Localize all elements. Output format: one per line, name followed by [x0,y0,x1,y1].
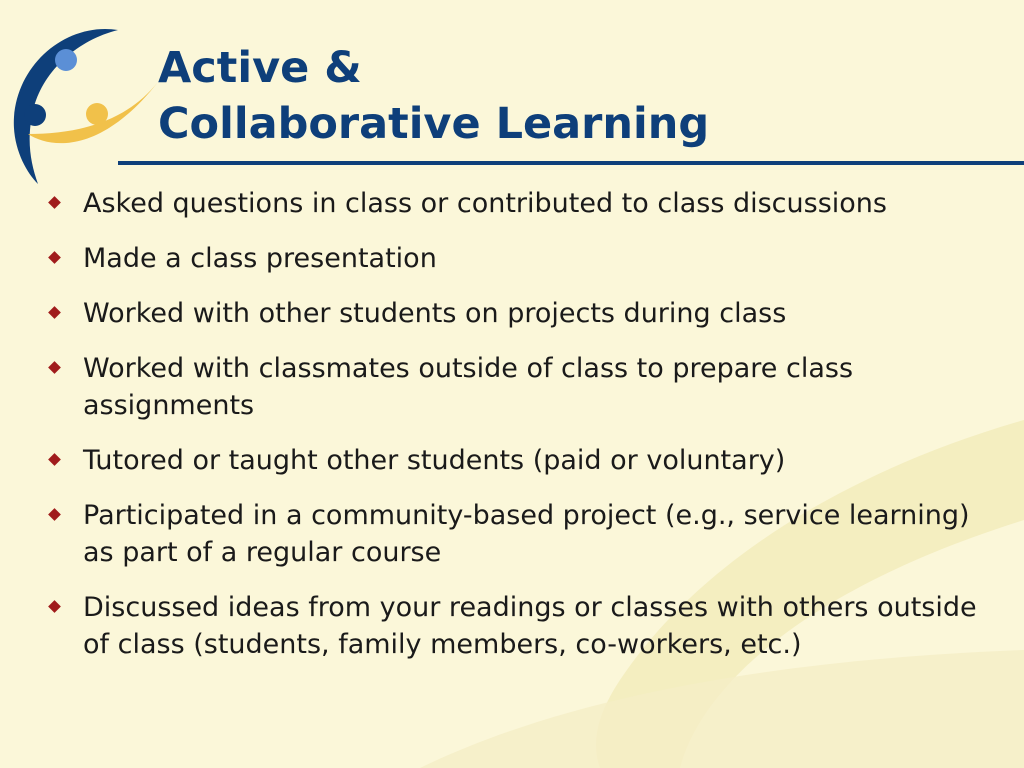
bullet-text: Worked with other students on projects during class [83,298,787,329]
bullet-item [40,497,990,571]
bullet-list [40,185,990,681]
bullet-item [40,240,990,277]
diamond-bullet-icon [48,196,61,209]
diamond-bullet-icon [48,508,61,521]
diamond-bullet-icon [48,361,61,374]
title-divider [118,161,1024,165]
title-line-2: Collaborative Learning [158,99,710,149]
bullet-item [40,295,990,332]
bullet-item [40,442,990,479]
bullet-text: Worked with classmates outside of class to prepare class assignments [83,353,854,421]
slide-title [158,40,709,152]
diamond-bullet-icon [48,453,61,466]
bullet-text: Asked questions in class or contributed to class discussions [83,188,887,219]
bullet-text: Participated in a community-based project (e.g., service learning) as part of a regular course [83,500,970,568]
swoosh-with-dots-logo [8,22,168,192]
diamond-bullet-icon [48,600,61,613]
bullet-text: Made a class presentation [83,243,437,274]
bullet-item [40,589,990,663]
title-line-1: Active & [158,43,362,93]
bullet-item [40,350,990,424]
bullet-text: Discussed ideas from your readings or classes with others outside of class (students, family members, co-workers, etc.) [83,592,977,660]
bullet-text: Tutored or taught other students (paid or voluntary) [83,445,786,476]
bullet-item [40,185,990,222]
diamond-bullet-icon [48,306,61,319]
diamond-bullet-icon [48,251,61,264]
